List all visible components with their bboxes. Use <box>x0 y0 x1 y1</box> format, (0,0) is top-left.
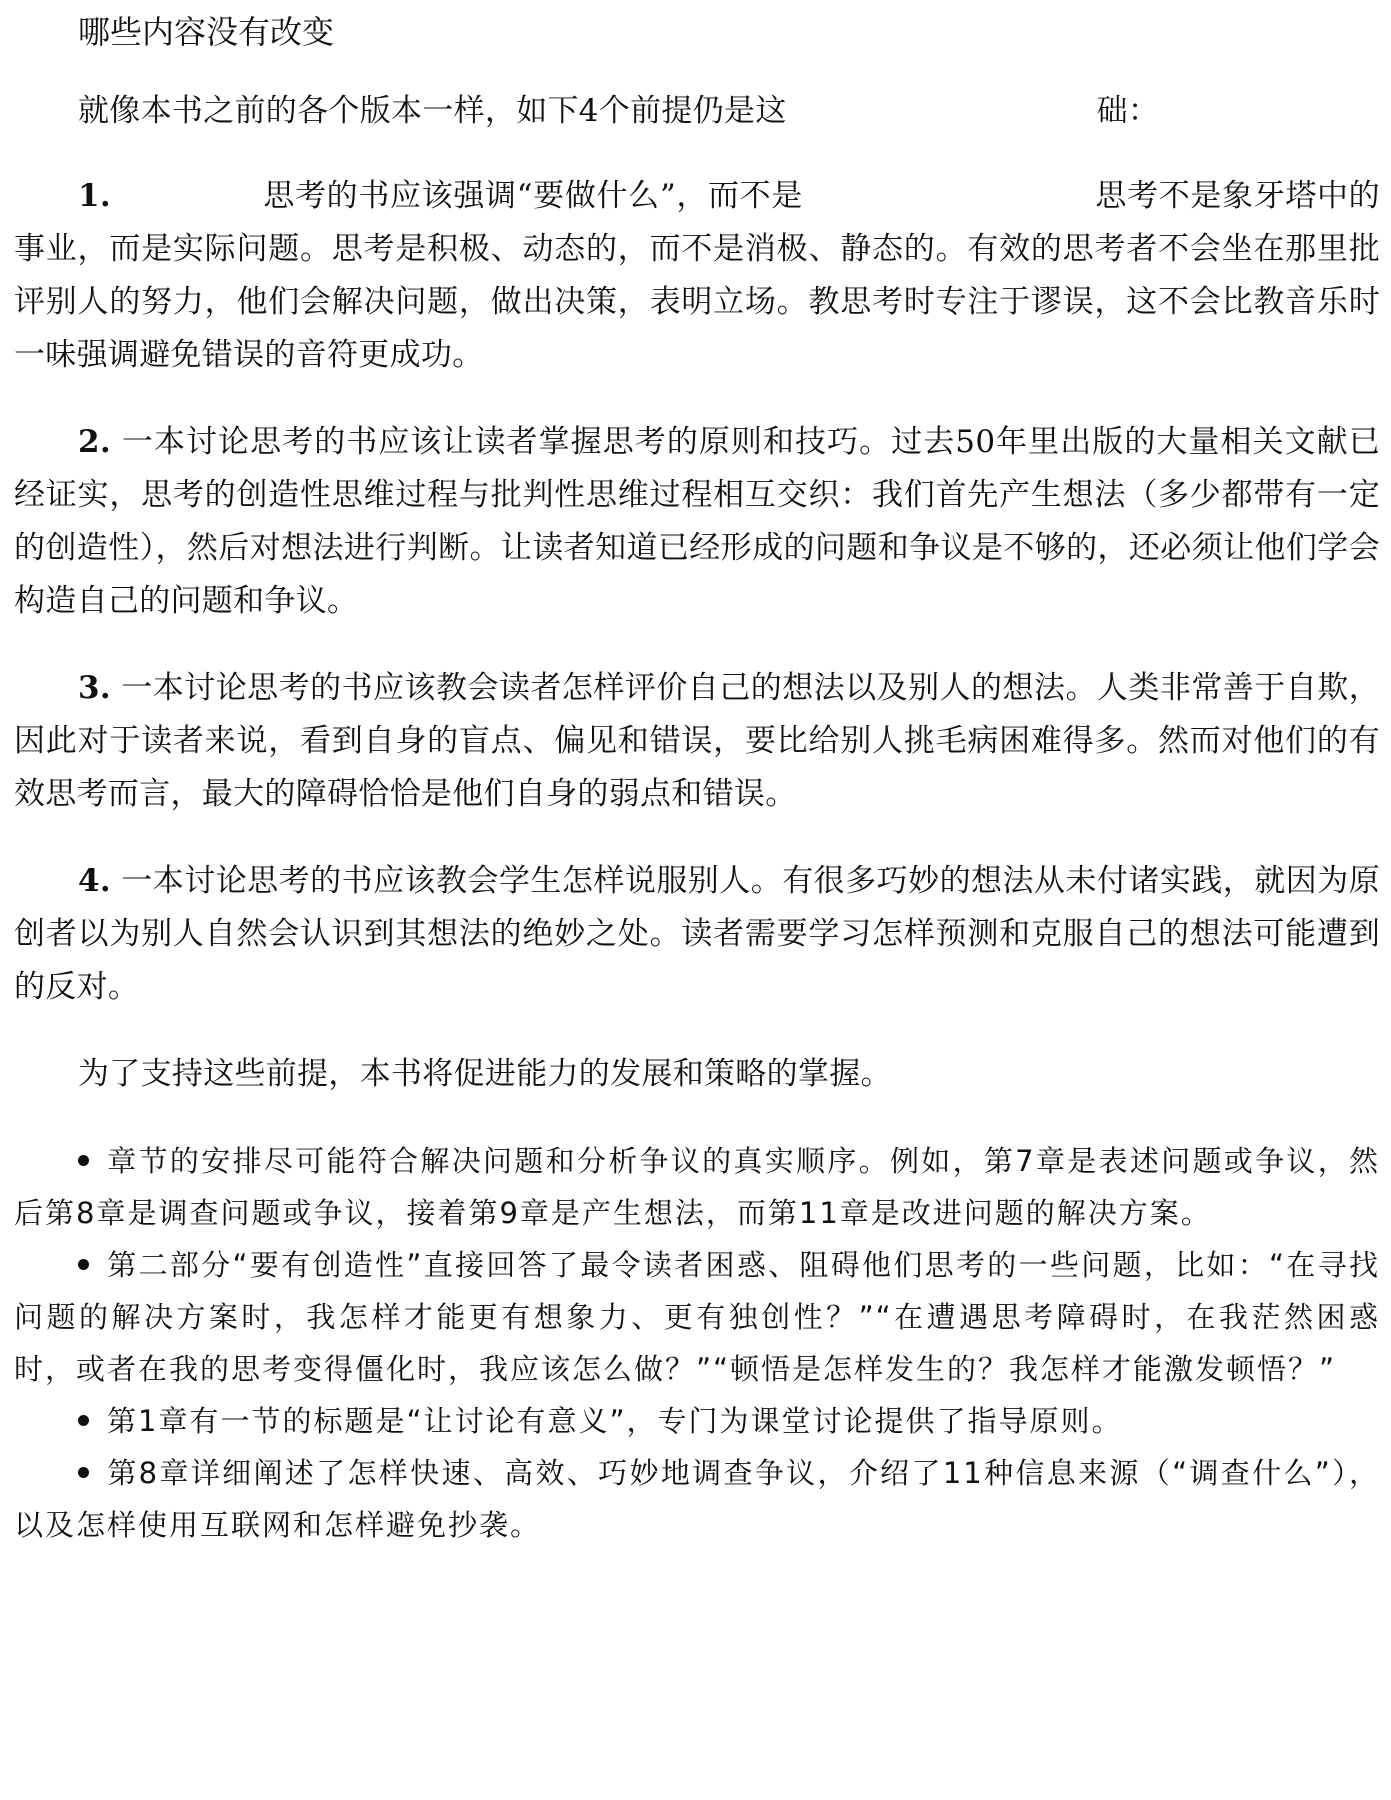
bullet-dot-icon <box>78 1155 89 1166</box>
bullet-text: 第二部分“要有创造性”直接回答了最令读者困惑、阻碍他们思考的一些问题，比如：“在寻找问题的解决方案时，我怎样才能更有想象力、更有独创性？”“在遭遇思考障碍时，在我茫然困惑时，或者在我的思考变得僵化时，我应该怎么做？”“顿悟是怎样发生的？我怎样才能激发顿悟？” <box>14 1248 1380 1386</box>
premise-text: 一本讨论思考的书应该教会读者怎样评价自己的想法以及别人的想法。人类非常善于自欺，因此对于读者来说，看到自身的盲点、偏见和错误，要比给别人挑毛病困难得多。然而对他们的有效思考而言，最大的障碍恰恰是他们自身的弱点和错误。 <box>14 670 1380 812</box>
premise-3 <box>14 662 1380 821</box>
bullet-text: 章节的安排尽可能符合解决问题和分析争议的真实顺序。例如，第7章是表述问题或争议，然后第8章是调查问题或争议，接着第9章是产生想法，而第11章是改进问题的解决方案。 <box>14 1144 1380 1230</box>
premise-2 <box>14 416 1380 628</box>
document-page <box>14 6 1380 1551</box>
bullet-dot-icon <box>78 1259 89 1270</box>
premise-number: 2. <box>78 424 111 460</box>
premise-number: 3. <box>78 670 111 706</box>
bullet-text: 第8章详细阐述了怎样快速、高效、巧妙地调查争议，介绍了11种信息来源（“调查什么”），以及怎样使用互联网和怎样避免抄袭。 <box>14 1456 1380 1542</box>
bullet-dot-icon <box>78 1415 89 1426</box>
premise-4 <box>14 855 1380 1014</box>
intro-paragraph <box>14 85 1380 138</box>
intro-text-after-gap: 础： <box>1096 93 1160 129</box>
bullet-item <box>14 1239 1380 1395</box>
bullet-item <box>14 1395 1380 1447</box>
premise-text: 一本讨论思考的书应该让读者掌握思考的原则和技巧。过去50年里出版的大量相关文献已经证实，思考的创造性思维过程与批判性思维过程相互交织：我们首先产生想法（多少都带有一定的创造性），然后对想法进行判断。让读者知道已经形成的问题和争议是不够的，还必须让他们学会构造自己的问题和争议。 <box>14 424 1380 619</box>
intro-text-before-gap: 就像本书之前的各个版本一样，如下4个前提仍是这 <box>78 93 787 129</box>
premise-number: 1. <box>78 178 111 214</box>
section-heading: 哪些内容没有改变 <box>78 13 335 51</box>
premise-text: 思考不是象牙塔中的事业，而是实际问题。思考是积极、动态的，而不是消极、静态的。有效的思考者不会坐在那里批评别人的努力，他们会解决问题，做出决策，表明立场。教思考时专注于谬误，这不会比教音乐时一味强调避免错误的音符更成功。 <box>14 178 1380 373</box>
premise-1 <box>14 170 1380 382</box>
bullet-item <box>14 1447 1380 1551</box>
premise-text: 一本讨论思考的书应该教会学生怎样说服别人。有很多巧妙的想法从未付诸实践，就因为原创者以为别人自然会认识到其想法的绝妙之处。读者需要学习怎样预测和克服自己的想法可能遭到的反对。 <box>14 863 1380 1005</box>
support-intro: 为了支持这些前提，本书将促进能力的发展和策略的掌握。 <box>78 1056 892 1092</box>
bullet-text: 第1章有一节的标题是“让讨论有意义”，专门为课堂讨论提供了指导原则。 <box>107 1404 1123 1438</box>
bullet-dot-icon <box>78 1467 89 1478</box>
premise-number: 4. <box>78 863 111 899</box>
premise-text: 思考的书应该强调“要做什么”，而不是 <box>262 178 803 214</box>
bullet-item <box>14 1135 1380 1239</box>
